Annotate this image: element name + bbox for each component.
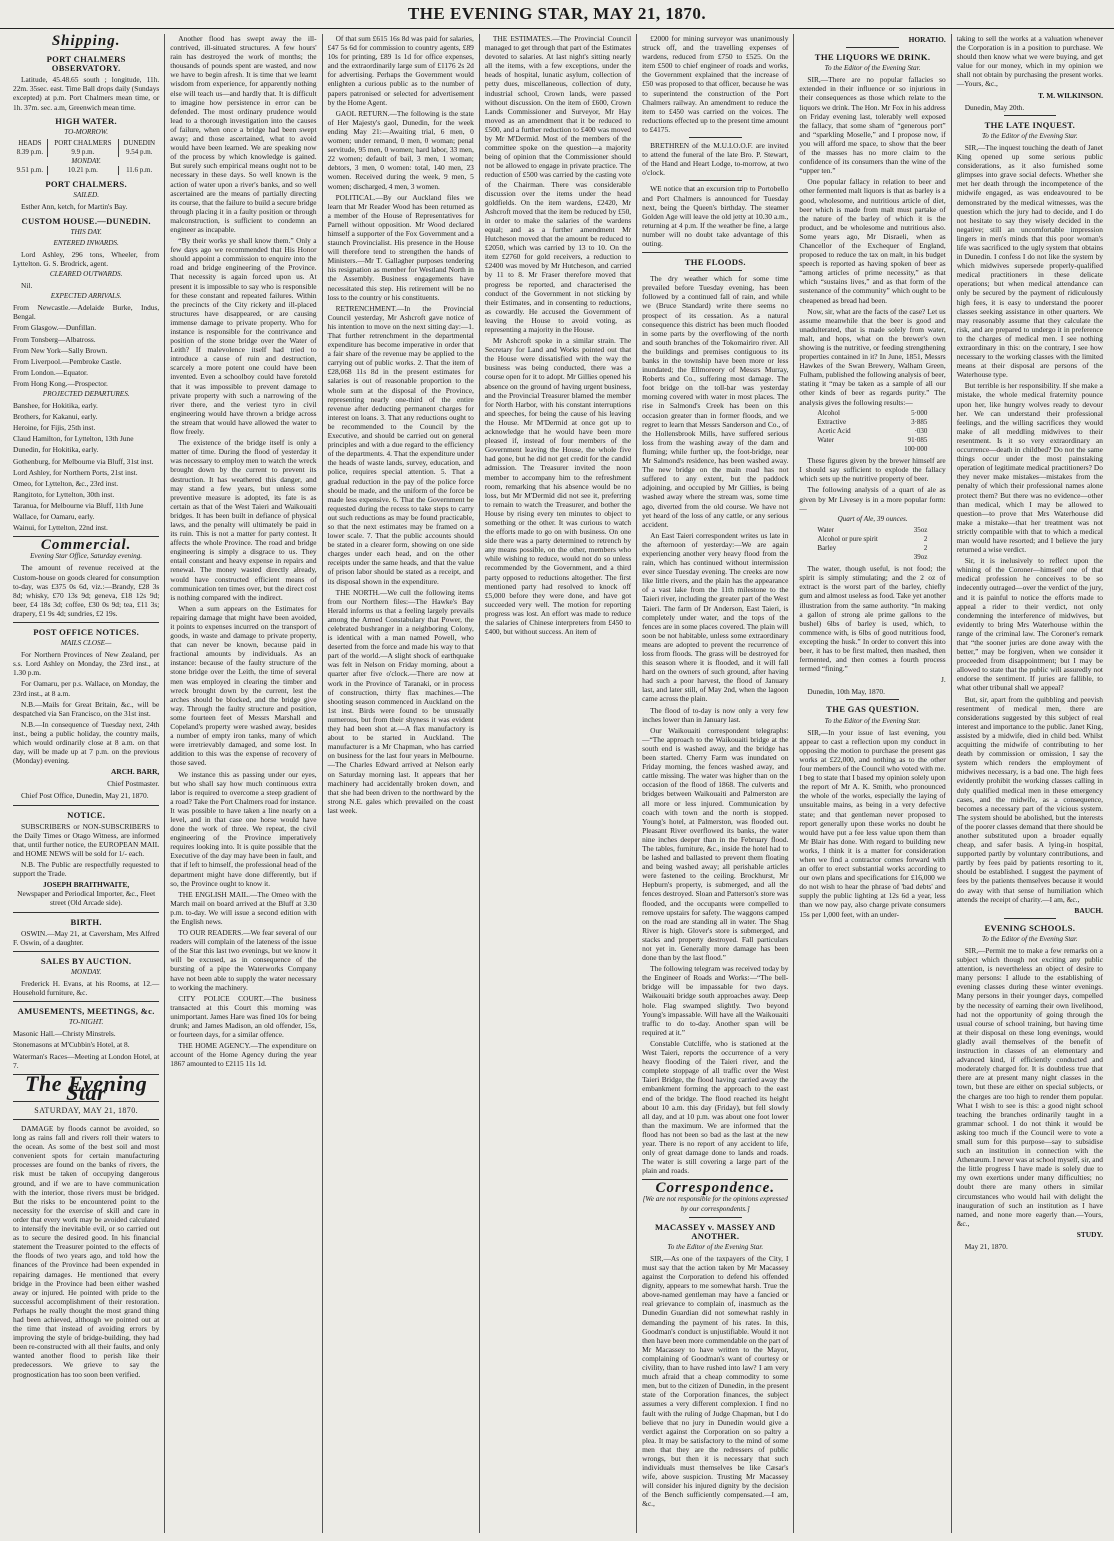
post-office-para: N.B.—In consequence of Tuesday next, 24th inst., being a public holiday, the country mails, which would ordinarily close at 8 a.m. on that day, will be made up at 7 p.m. on the previous (Monday) evening. xyxy=(13,719,160,766)
column-4 xyxy=(480,34,637,1533)
to-editor: To the Editor of the Evening Star. xyxy=(981,934,1078,943)
observatory-title: PORT CHALMERS OBSERVATORY. xyxy=(46,54,126,74)
observatory-text: Latitude, 45.48.65 south ; longitude, 11h. 22m. 35sec. east. Time Ball drops daily (Sundays excepted) at p.m. Port Chalmers mean time, or 1h. 37m. sec. a.m, Greenwich mean time. xyxy=(13,75,160,112)
columns xyxy=(8,34,1108,1533)
news-item: CITY POLICE COURT.—The business transacted at this Court this morning was unimportant. James Hare was fined 10s for being drunk; and James Madison, an old offender, 15s, or fourteen days, for a similar offence. xyxy=(170,993,317,1040)
post-office-role: Chief Postmaster. xyxy=(107,779,160,789)
leader-paragraph: DAMAGE by floods cannot be avoided, so long as rains fall and rivers roll their waters to the ocean. As some of the best soil and most convenient spots for certain manufacturing processes are found on the banks of rivers, the risk must be taken of occupying dangerous ground, and if we are to have communication with the interior, those rivers must be bridged. But the risks to be encountered point to the necessity for the exercise of skill and care in order that every work may be avoided calculated to intensify the inevitable evil, or so carried out as to secure the desired good. In his financial statement the Treasurer pointed to the effects of the floods of two years ago, and told how the finances of the Province had been expended in repairing damages. He mentioned that every bridge in the Province had been either washed away or injured. He pointed with pride to the successful accomplishment of their restoration. Perhaps he really thought the most grand thing had been achieved, although we pointed out at the time that instead of avoiding errors by improving the style of bridge-building, they had been re-constructed with all their faults, and only wanted another flood to perish like their predecessors. We grieve to say the prognostication has too soon been verified. xyxy=(13,1124,160,1379)
letter-date: Dunedin, 10th May, 1870. xyxy=(807,687,885,697)
tide-table xyxy=(13,139,159,175)
letter-signature: HORATIO. xyxy=(908,35,946,44)
analysis-label: Alcohol xyxy=(817,408,840,417)
analysis-total-row xyxy=(817,445,927,454)
divider xyxy=(13,1119,159,1120)
post-office-para: For Northern Provinces of New Zealand, per s.s. Lord Ashley on Monday, the 23rd inst., at 1.30 p.m. xyxy=(13,650,160,678)
nil-text: Nil. xyxy=(21,281,33,291)
divider xyxy=(689,1217,742,1218)
divider xyxy=(13,951,159,952)
correspondence-disclaimer: [We are not responsible for the opinions expressed by our correspondents.] xyxy=(642,1195,788,1213)
leader-paragraph: When a sum appears on the Estimates for repairing damage that might have been avoided, it points to expenses incurred on the transport of goods, in waste and damage to private property, that can never be known, because paid in fractional amounts by individuals. As an instance: because of the faulty structure of the stone bridge over the Leith, the time of several men was employed in clearing the timber and wreck brought down by the current, lest the arches should be blocked, and the bridge give way. Through the faulty structure and position, some fourteen feet of Messrs Marshall and Copeland's property were washed away, besides a number of empty iron tanks, many of which were irretrievably damaged, and some lost. In addition to this was the expense of recovery of those saved. xyxy=(170,603,317,768)
news-item: THE HOME AGENCY.—The expenditure on account of the Home Agency during the year 1867 amounted to £2115 11s 1d. xyxy=(170,1041,317,1069)
divider xyxy=(689,270,742,271)
leader-paragraph: The existence of the bridge itself is only a matter of time. During the flood of yesterday it was necessary to employ men to watch the wreck brought down by the current to prevent its destruction. It has weathered this danger, and may stand a few years, but unless some preventive measure is adopted, its fate is as certain as that of the West Taieri and Waikouaiti bridges. It has been built in defiance of physical laws, and the penalty will ultimately be paid in its ruin. This is not a matter for party contest. It affects the whole Province. The road and bridge engineering is simply a disgrace to us. They entail constant and heavy expense in repairs and renewal. The money wasted directly already, would have constructed efficient means of communication ten times over, but the direct cost is nothing compared with the indirect. xyxy=(170,438,317,602)
monday-label: MONDAY. xyxy=(71,157,101,166)
letter-text: SIR,—As one of the taxpayers of the City, I must say that the action taken by Mr Macassey against the Corporation to defend his offended dignity, appears to me somewhat harsh. True the above-named gentleman may have a fancied or real grievance to complain of, inasmuch as the Dunedin Guardian did not somewhat rashly in demanding the payment of his rates. In this, Goodman's conduct is unjustifiable. Would it not then have been more commendable on the part of Mr Macassey to have written to the Mayor, complaining of Goodman's want of courtesy or civility, than to have rushed into law? I am very much afraid that a cheap commodity to some men, but to the citizen of Dunedin, in the present state of the Corporation finances, the subject assumes a very different complexion. I find no fault with the ruling of Judge Chapman, but I do believe that no jury in Dunedin would give a verdict against the Corporation on so paltry a plea. It may be satisfactory to the mind of some men that they are the redressers of public wrongs, but then it is necessary that such individuals must themselves be like Cæsar's wife, above suspicion. Trusting Mr Macassey will consider his injured dignity by the decision of the Bench sufficiently compensated.—I am, &c., xyxy=(642,1253,789,1509)
list-item: Stonemasons at M'Cubbin's Hotel, at 8. xyxy=(13,1040,130,1050)
letter-text: The following analysis of a quart of ale as given by Mr Livesey is in a more popular form:— xyxy=(799,485,946,513)
news-item: BRETHREN of the M.U.I.O.O.F. are invited to attend the funeral of the late Bro. P. Stewart, of the Hand and Heart Lodge, to-morrow, at two o'clock. xyxy=(642,141,789,178)
analysis-total: 100·000 xyxy=(904,445,928,454)
list-item: From Liverpool.—Pembroke Castle. xyxy=(13,356,122,366)
divider xyxy=(846,47,899,48)
post-office-title: POST OFFICE NOTICES. xyxy=(33,626,140,637)
list-item: From Hong Kong.—Prospector. xyxy=(13,378,108,388)
commercial-office: Evening Star Office, Saturday evening. xyxy=(30,552,143,561)
sales-text: Frederick H. Evans, at his Rooms, at 12.—Household furniture, &c. xyxy=(13,978,160,998)
masthead: THE EVENING STAR, MAY 21, 1870. xyxy=(0,0,1114,29)
to-editor: To the Editor of the Evening Star. xyxy=(824,716,921,725)
list-item: Masonic Hall.—Christy Minstrels. xyxy=(13,1029,116,1039)
column-3 xyxy=(323,34,480,1533)
gas-title: THE GAS QUESTION. xyxy=(826,704,919,715)
list-item: Lord Ashley, for Northern Ports, 21st inst. xyxy=(13,467,138,477)
sales-title: SALES BY AUCTION. xyxy=(40,955,132,966)
letter-date: May 21, 1870. xyxy=(964,1242,1008,1251)
tide-monday-heads: 9.51 p.m. xyxy=(13,166,47,175)
analysis-value: ·030 xyxy=(914,426,928,435)
this-day-label: THIS DAY. xyxy=(70,227,102,236)
analysis-row xyxy=(817,436,927,445)
leader-paragraph: “By their works ye shall know them.” Only a few days ago we recommended that His Honor should appoint a commission to enquire into the road and bridge engineering of the Province. That necessity is again forced upon us. At present it is impossible to say who is responsible for these constant and repeated failures. Within the precincts of the City rickety and ill-placed structures have disappeared, or are causing immense damage to private property. Who for instance is responsible for the contrivance and position of the stone bridge over the Water of Leith? If malevolence itself had tried to introduce a cause of ruin and destruction, scarcely a more potent one could have been invented. Even a schoolboy could have foretold that it was impossible to prevent damage to private property with such a narrowing of the river there, and the veriest tyro in civil engineering would have thrown a bridge across the stream that would have allowed the water to flow freely. xyxy=(170,236,317,437)
list-item: Gothenburg, for Melbourne via Bluff, 31st inst. xyxy=(13,456,154,466)
news-item: THE ENGLISH MAIL.—The Omeo with the March mail on board arrived at the Bluff at 3.30 p.m. to-day. We will issue a second edition with the English news. xyxy=(170,889,317,926)
news-item: GAOL RETURN.—The following is the state of Her Majesty's gaol, Dunedin, for the week ending May 21:—Awaiting trial, 6 men, 0 women; under remand, 0 men, 0 woman; penal servitude, 95 men, 0 women; hard labor, 33 men, 22 women; default of bail, 3 men, 1 woman; debtors, 3 men, 0 women: total, 140 men, 23 women. Received during the week, 9 men, 5 women; discharged, 4 men, 3 women. xyxy=(327,108,474,191)
analysis-label: Barley xyxy=(817,543,837,552)
list-item: Dunedin, for Hokitika, early. xyxy=(13,445,99,455)
amusements-title: AMUSEMENTS, MEETINGS, &c. xyxy=(17,1006,155,1017)
list-item: From Glasgow.—Dunfillan. xyxy=(13,323,97,333)
letter-signature: J. xyxy=(940,675,946,685)
leader-paragraph: We instance this as passing under our eyes, but who shall say how much continuous extra labor is required to overcome a steep gradient of a road? Take the Port Chalmers road for instance. It was possible to have taken a line nearly on a level, and in that case one horse would have done the work of three. We repeat, the civil engineering of the Province imperatively requires looking into. It is quite possible that the Executive of the day may have been in fault, and that if left to himself, the professional head of the department might have done differently, but if so, the Province ought to know it. xyxy=(170,769,317,888)
analysis-label: Alcohol or pure spirit xyxy=(817,534,878,543)
entered-text: Lord Ashley, 296 tons, Wheeler, from Lyttelton. G. S. Brodrick, agent. xyxy=(13,249,160,268)
analysis-row xyxy=(817,418,927,427)
tide-tomorrow-port: 9.9 p.m. xyxy=(47,148,118,157)
expected-arrivals-label: EXPECTED ARRIVALS. xyxy=(50,292,122,301)
news-item: THE ESTIMATES.—The Provincial Council managed to get through that part of the Estimates devoted to salaries. At last night's sitting nearly all the items, with a few exceptions, under the heads of hospital, lunatic asylum, collection of petty dues, miscellaneous, collection of duty, industrial school, Crown lands, were passed without discussion. On the item of £600, Crown Lands Commissioner and Surveyor, Mr Hay moved as an amendment that it be reduced to £500, and a further reduction to £400 was moved by Mr M'Dermid. Most of the members of the committee spoke on the question—a majority being of opinion that the Commissioner should not be allowed to engage in private practice. The reduction of £500 was carried by the casting vote of the Chairman. There was considerable discussion over the items under the head goldfields. On the item wardens, £2420, Mr Ashcroft moved that the item be reduced by £50, in order to make the salaries of the wardens equal; and as a further amendment Mr Hutcheson moved that the amount be reduced to £2050, which was carried by 13 to 10. On the item £2760 for gold receivers, a reduction to £2400 was moved by Mr Hutcheson, and carried by 11 to 8. Mr Fraser therefore moved that progress be reported, and characterised the conduct of the Government in not sticking by their Estimates, and in consenting to reductions, as cowardly. He accused the Government of leaving the House to avoid voting, as representing a majority in the House. xyxy=(484,34,632,334)
list-item: Banshee, for Hokitika, early. xyxy=(13,401,98,411)
tide-tomorrow-dunedin: 9.54 p.m. xyxy=(125,147,153,156)
post-office-para: For Oamaru, per p.s. Wallace, on Monday, the 23rd inst., at 8 a.m. xyxy=(13,679,160,698)
high-water-title: HIGH WATER. xyxy=(55,115,117,126)
list-item: Rangitoto, for Lyttelton, 30th inst. xyxy=(13,489,115,499)
list-item: Brothers, for Kakanui, early. xyxy=(13,412,98,422)
news-item: £2000 for mining surveyor was unanimously struck off, and the travelling expenses of wardens, reduced from £750 to £525. On the item £500 to chief engineer of roads and works, the Government explained that the increase of £50 was proposed to that officer, because he was to superintend the construction of the Port Chalmers railway. An amendment to reduce the item to £450 was carried on the voices. The reductions effected up to the present time amount to £4175. xyxy=(642,34,789,134)
news-item: Of that sum £615 16s 8d was paid for salaries, £47 5s 6d for commission to country agents, £89 10s for printing, £89 1s 1d for office expenses, and the extraordinarily large sum of £1176 2s 2d for advertising. Perhaps the Government would enlighten a curious public as to the number of papers patronised or selected for advertisement by the Home Agent. xyxy=(327,34,474,107)
quart-title: Quart of Ale, 39 ounces. xyxy=(837,514,908,523)
analysis-value: 5·000 xyxy=(911,408,928,417)
analysis-row xyxy=(817,526,927,535)
nameplate: The Evening Star xyxy=(25,1070,148,1105)
news-item: Mr Ashcroft spoke in a similar strain. The Secretary for Land and Works pointed out that the House were dissatisfied with the way the business was being conducted, there was a course open for it to adopt. Mr Gillies opened his absence on the ground of having urgent business, and the Provincial Treasurer blamed the member for North Harbor, with his constant interruptions and speeches, for being the cause of his leaving the House. Mr M'Dermid at once got up to acknowledge that he would have been more pleased if, instead of four members of the Government leaving the House, the whole five had gone, but he did not get credit for the candid admission. The Treasurer invited the noon member to accompany him to the refreshment room, remarking that his absence would be no loss, but Mr M'Dermid did not see it, preferring to remain to watch the Treasurer, and bother the House by rising every ten minutes to object to something or the other. It was curious to watch the efforts made to go on with business. On one side there was a party determined to retrench by any means possible, on the other, members who while wishing to reduce, would not do so unless recommended by the Government, and a third party opposed to reductions altogether. The first mentioned party had resolved to knock off £5,000 before they were done, and have got succeeded very well. The motion for reporting progress was lost. An effort was made to reduce the salaries of Chinese interpreters from £450 to £400, but without success. An item of xyxy=(484,336,632,637)
list-item: Waterman's Races—Meeting at London Hotel, at 7. xyxy=(13,1051,160,1070)
analysis-label: Acetic Acid xyxy=(817,426,851,435)
commercial-text: The amount of revenue received at the Custom-house on goods cleared for consumption to-day, was £375 0s 6d, viz.:—Brandy, £28 3s 8d; whisky, £70 13s 9d; geneva, £18 12s 9d; beer, £4 18s 3d; coffee, £30 0s 9d; tea, £11 3s; drapery, £1 9s 4d; sundries, £2 19s. xyxy=(13,563,160,618)
floods-paragraph: Our Waikouaiti correspondent telegraphs:—“The approach to the Waikouaiti bridge at the south end is washed away, and the bridge has been started. Cherry Farm was inundated on Friday morning, the fences washed away, and cattle missing. The water was higher than on the occasion of the flood of 1868. The culverts and bridges between Waikouaiti and Palmerston are all more or less injured. Communication by coach with town and the north is stopped. Young's hotel, at Palmerston, was flooded out. Pleasant River overflowed its banks, the water nine inches deeper than in the February flood. The tables, furniture, &c., inside the hotel had to be lashed and ballasted to prevent them floating and being washed away; all perishable articles were fastened to the ceiling. Brockhurst, Mr Hepburn's property, is submerged, and all the fences destroyed. Sloan and Patterson's store was flooded, and the occupants were compelled to remove upstairs for safety. The waggons camped on the road are standing all in water. The Shag River is high. Glover's store is submerged, and stacks and property destroyed. Fall particulars not yet in. Generally more damage has been done than by the last flood.” xyxy=(642,725,789,963)
tide-col-port: PORT CHALMERS xyxy=(47,139,118,148)
port-title: PORT CHALMERS. xyxy=(45,179,127,190)
news-item: TO OUR READERS.—We fear several of our readers will complain of the lateness of the issue of the Star this last two evenings, but we know it will be excused, as in consequence of the bursting of a pipe the Waterworks Company have not been able to supply the water necessary to working the machinery. xyxy=(170,928,317,992)
analysis-value: 2 xyxy=(923,543,928,552)
divider xyxy=(13,622,159,623)
divider xyxy=(1004,918,1057,919)
tide-col-dunedin: DUNEDIN xyxy=(123,138,156,147)
letter-text: But, sir, apart from the quibbling and peevish resentment of medical men, there are considerations suggested by this subject of real interest and importance to the public. Janet King, assisted by a midwife, died in child bed. Whilst acquitting the midwife of contributing to her death by commission or omission, I say the system which renders the employment of midwives necessary, is a bad one. The high fees evidently prohibit the working classes calling in duly qualified medical men in these emergency cases, and the midwife, as a consequence, becomes a necessary part of the vicious system. The system should be abolished, but the interests of the poorer classes demand that there should be another substituted upon a broader equally cheap, and safer basis. A lying-in hospital, supported partly by voluntary contributions, and partly by fees paid by patients resorting to it, should be established. I suggest the payment of fees by the patients themselves because it would do away with that sense of humiliation which attends the receipt of charity.—I am, &c., xyxy=(956,694,1103,904)
post-office-place: Chief Post Office, Dunedin, May 21, 1870. xyxy=(21,791,149,801)
analysis-row xyxy=(817,427,927,436)
divider xyxy=(60,49,113,50)
divider xyxy=(689,180,742,181)
departures-list xyxy=(13,401,159,532)
floods-title: THE FLOODS. xyxy=(684,257,746,268)
analysis-row xyxy=(817,409,927,418)
sailed-label: SAILED. xyxy=(73,191,100,200)
news-item: RETRENCHMENT.—In the Provincial Council yesterday, Mr Ashcroft gave notice of his intention to move on the next sitting day:—1. That further retrenchment in the departmental expenditure has become imperative in order that a fair share of the revenue may be applied to the carrying out of public works. 2. That the item of £28,068 11s 8d in the present estimates for salaries is out of reasonable proportion to the whole sum at the disposal of the Province, representing nearly one-third of the entire revenue after deducting permanent charges for interest on loans. 3. That any reductions ought to be recommended to the Council by the Executive, and should be carried out on general principles and with a due regard to the efficiency of the departments. 4. That the expenditure under the heads of waste lands, survey, education, and police, requires special attention. 5. That a gradual reduction in the pay of the police force should be made, and the uniform of the force be made less expensive. 6. That the Government be requested during the recess to take steps to carry out such reductions as may be found practicable, so that the next estimates may be framed on a lower scale. 7. That the public accounts should be stated in a clearer form, showing on one side charges under each head, and on the other receipts under the same heads, and that the value of prison labor should be stated as a receipt, and its disposal shown in the expenditure. xyxy=(327,303,474,586)
to-editor: To the Editor of the Evening Star. xyxy=(824,64,921,73)
list-item: Omeo, for Lyttelton, &c., 23rd inst. xyxy=(13,478,119,488)
letter-text: Sir, it is inelusively to reflect upon the whining of the Coroner—himself one of that medical profession he conceives to be so indecently outraged—over the verdict of the jury, and it is painful to notice the efforts made to appeal a rider to their verdict, not only condemning the interference of midwives, but evidently to bring Mrs Waterhouse within the range of the criminal law. The Coroner's remark that “the sooner juries are done away with the better,” may be forgiven, when we consider it proceeded from disappointment; but I may be allowed to state that the public will assuredly not endorse the sentiment. If juries are fallible, to what other tribunal shall we appeal? xyxy=(956,556,1103,693)
analysis-value: 35oz xyxy=(913,525,928,534)
list-item: From London.—Equator. xyxy=(13,367,88,377)
column-1 xyxy=(8,34,165,1533)
list-item: Heroine, for Fijis, 25th inst. xyxy=(13,423,96,433)
post-office-para: N.B.—Mails for Great Britain, &c., will be despatched via San Francisco, on the 31st inst. xyxy=(13,699,160,718)
letter-text: SIR,—In your issue of last evening, you appear to cast a reflection upon my conduct in opposing the motion to purchase the present gas works at £22,000, and nothing as to the other four members of the Council who voted with me. I beg to state that I based my opinion solely upon the report of Mr A. K. Smith, who pronounced the whole of the works, especially the laying of unsuitable mains, as being in a very defective state; and that gentleman never proposed to report generally upon these works no doubt he would have put a fee less value upon them than Mr Blair has done. With regard to building new works, I think it is a matter for consideration when we find a contractor comes forward with an offer to erect substantial works according to our own plans and specifications for £16,000 we do not wish to hear the phrase of 'bad debts' and supply the public lighting at 12s 6d a year, less than we now pay, also charge private consumers 15s per 1,000 feet, with an under- xyxy=(799,727,946,919)
tide-tomorrow-heads: 8.39 p.m. xyxy=(13,148,47,157)
list-item: Taranua, for Melbourne via Bluff, 11th June xyxy=(13,500,144,510)
column-6 xyxy=(794,34,951,1533)
divider xyxy=(13,805,159,806)
letter-text: The water, though useful, is not food; the spirit is simply stimulating; and the 2 oz of extract is the worst part of the barley, chiefly gum and almost useless as food. Take yet another illustration from the same authority. “In making a gallon of strong ale prime gallons to the bushel) 6lbs of barley is used, which, to commence with, is 6lbs of good nutritious food, excepting the husk.” In order to convert this into beer, it has to be first malted, then mashed, then fermented, and then comes a fourth process termed “fining.” xyxy=(799,564,946,674)
list-item: Wallace, for Oamaru, early. xyxy=(13,512,95,522)
projected-departures-label: PROJECTED DEPARTURES. xyxy=(42,390,130,398)
entered-label: ENTERED INWARDS. xyxy=(53,238,119,247)
analysis-total-row xyxy=(817,553,927,562)
analysis-label: Water xyxy=(817,435,834,444)
letter-date: Dunedin, May 20th. xyxy=(964,102,1025,112)
list-item: From New York—Sally Brown. xyxy=(13,345,108,355)
beer-analysis xyxy=(817,409,945,454)
post-office-signature: ARCH. BARR, xyxy=(111,767,160,777)
letter-signature: BAUCH. xyxy=(1074,905,1103,915)
to-editor: To the Editor of the Evening Star. xyxy=(981,131,1078,140)
tide-monday-port: 10.21 p.m. xyxy=(47,166,118,175)
letter-text: But terrible is her responsibility. If she make a mistake, the whole medical fraternity pounce upon her, like hungry wolves ready to devour her. We can understand their professional feelings, and the willing sacrifices they would make of all meddling midwives to their resentment. Is it so very extraordinary an occurrence—death in childbed? Do not the same things occur under the most painstaking operation of legitimate medical practitioners? Do they never make mistakes—mistakes from the penalty of which their professional names alone protect them? But there was no evidence—other than medical, which I may be allowed to question—to prove that Mrs Waterhouse did make a mistake—that her treatment was not strictly compatible with that to which a medical man would have resorted; and I believe the jury returned a wise verdict. xyxy=(956,381,1103,555)
divider xyxy=(846,699,899,700)
shipping-title: Shipping. xyxy=(51,34,121,49)
news-item: WE notice that an excursion trip to Portobello and Port Chalmers is announced for Tuesday next, being the Queen's birthday. The steamer Golden Age will leave the old jetty at 10.30 a.m., returning at 4 p.m. If the weather be fine, a large number will no doubt take advantage of this outing. xyxy=(642,184,789,248)
to-editor: To the Editor of the Evening Star. xyxy=(667,1242,764,1251)
macassey-title: MACASSEY v. MASSEY AND ANOTHER. xyxy=(654,1221,776,1241)
customs-title: CUSTOM HOUSE.—DUNEDIN. xyxy=(21,215,151,226)
tomorrow-label: TO-MORROW. xyxy=(64,127,108,136)
floods-paragraph: An East Taieri correspondent writes us late in the afternoon of yesterday:—We are again experiencing another very heavy flood from the rain, which has continued without intermission ever since Tuesday evening. The creeks are now like little rivers, and the plain has the appearance of a vast lake from the 11th milestone to the Taieri river, including the greater part of the West Taieri. The farm of Dr Anderson, East Taieri, is completely under water, and the tops of the fences are in some places covered. The plain will soon be not habitable, unless some extraordinary means are adopted to prevent the recurrence of loss from floods. The grass will be destroyed for this season where it is flooded, and it will fall hard on the owners of such ground, after having had such a poor harvest, the flood of January last, and later still, of May 2nd, when the lagoon came across the plain. xyxy=(642,530,789,704)
sales-day: MONDAY. xyxy=(70,967,102,976)
tide-col-heads: HEADS xyxy=(13,139,47,148)
letter-text: SIR,—Permit me to make a few remarks on a subject which though not exciting any public attention, is nevertheless an object of desire to many persons: I allude to the establishing of evening classes during these winter evenings. Many persons in their younger days, compelled by the necessity of earning their own livelihood, had not the opportunity of going through the usual course of school training, but having time at their disposal on these long evenings, would gladly avail themselves of the benefit of instruction in classes of an elementary and advanced kind, if efficiently conducted and moderately charged for. It is doubtless true that there are at present many night classes in the town, but these are either on special subjects, or the charges are too high to render them popular. What I wish to see is this: a good night school teaching the branches ordinarily taught in a grammar school. I do not think it would be asking too much if the Council were to vote a small sum for this purpose—say to subsidise such an institution in connection with the Athenæum. I never was at school myself, sir, and the little progress I have made is solely due to my own exertions under many difficulties; no doubt there are many others in similar circumstances who would hail with delight the inauguration of such an institution as I have named, and none more eagerly than.—Yours, &c., xyxy=(956,946,1103,1228)
notice-nb: N.B. The Public are respectfully requested to support the Trade. xyxy=(13,860,160,879)
birth-text: OSWIN.—May 21, at Caversham, Mrs Alfred F. Oswin, of a daughter. xyxy=(13,928,160,947)
sailed-text: Esther Ann, ketch, for Martin's Bay. xyxy=(21,202,128,212)
schools-title: EVENING SCHOOLS. xyxy=(984,922,1076,933)
floods-paragraph: The flood of to-day is now only a very few inches lower than in January last. xyxy=(642,705,789,724)
divider xyxy=(689,137,742,138)
correspondence-title: Correspondence. xyxy=(655,1180,776,1197)
list-item: From Tonsberg—Albatross. xyxy=(13,334,96,344)
analysis-label: Water xyxy=(817,525,834,534)
tide-monday-dunedin: 11.6 p.m. xyxy=(126,166,153,175)
divider xyxy=(1004,115,1057,116)
divider xyxy=(13,1001,159,1002)
divider xyxy=(642,252,788,253)
notice-trade: Newspaper and Periodical Importer, &c., Fleet street (Old Arcade side). xyxy=(17,889,156,908)
notice-text: SUBSCRIBERS or NON-SUBSCRIBERS to the Daily Times or Otago Witness, are informed that, until further notice, the EUROPEAN MAIL and HOME NEWS will be sold for 1/- each. xyxy=(13,821,160,858)
letter-text: Now, sir, what are the facts of the case? Let us assume meanwhile that the beer is good and unadulterated, that is made solely from water, malt, and hops, what on the brewer's own showing is the nutritive, or feeding strengthening properties contained in it? In June, 1851, Messrs Hawkes of the Swan Brewery, Walham Green, Fulham, published the following analysis of beer, stating it “may be taken as a sample of all our other kinds of beer as regards purity.” The analysis gives the following results:— xyxy=(799,306,946,407)
letter-signature: T. M. WILKINSON. xyxy=(1038,90,1103,100)
news-item: THE NORTH.—We cull the following items from our Northern files:—The Hawke's Bay Herald informs us that a feeling largely prevails among the Armed Constabulary that Power, the celebrated bushranger in a neighboring Colony, is identical with a man named Powell, who deserted from the force and made his way to that part of the world.—A slight shock of earthquake was felt in Nelson on Friday morning, about a quarter after five o'clock.—There are now at work in the Province of Taranaki, or in process of construction, thirty flax machines.—The shooting season commenced in Auckland on the 1st inst. Birds were found to be unusually numerous, but from their shyness it was evident they had been shot at.—A flax manufactory is about to be started in Auckland. The manufacturer is a Mr Chapman, who has carried on business for the last four years in Melbourne.—The Charles Edward arrived at Nelson early on Saturday morning last. It appears that her machinery had accidentally broken down, and that she had been driven to the northward by the strong N.E. gales which prevailed on the coast last week. xyxy=(327,587,474,815)
notice-title: NOTICE. xyxy=(67,809,106,820)
letter-text: taking to sell the works at a valuation whenever the Corporation is in a position to purchase. We should then know what we were buying, and get value for our money, which in my opinion we shall not obtain by purchasing the present works.—Yours, &c., xyxy=(956,34,1103,89)
mails-close-label: MAILS CLOSE— xyxy=(60,639,112,648)
column-5 xyxy=(637,34,794,1533)
floods-paragraph: The following telegram was received today by the Engineer of Roads and Works:—“The bell-bridge will be impassable for two days. Waikouaiti bridge south approaches away. Deep hole. Flag swamped slightly. Two beyond Young's impassable. Will have all the Waikouaiti traffic to do to-day. Another span will be required at it.” xyxy=(642,964,789,1037)
letter-text: These figures given by the brewer himself are I should say sufficient to explode the fallacy which sets up the nutritive property of beer. xyxy=(799,456,946,484)
notice-name: JOSEPH BRAITHWAITE, xyxy=(43,880,130,890)
letter-signature: STUDY. xyxy=(1076,1229,1103,1239)
list-item: Claud Hamilton, for Lyttelton, 13th June xyxy=(13,434,134,444)
commercial-title: Commercial. xyxy=(40,537,132,554)
tonight-label: TO-NIGHT. xyxy=(69,1018,104,1027)
issue-date: SATURDAY, MAY 21, 1870. xyxy=(34,1105,139,1115)
news-item: POLITICAL.—By our Auckland files we learn that Mr Reader Wood has been returned as a member of the House of Representatives for Parnell without opposition. Mr Wood declared himself a supporter of the Fox Government and a staunch Provincialist. His presence in the House will therefore tend to strengthen the hands of Ministers.—Mr T. Gallagher purposes tendering his resignation as member for Westland North in the Assembly. Business engagements have necessitated this step. His retirement will be no loss to the country or his constituents. xyxy=(327,192,474,302)
analysis-value: 2 xyxy=(923,534,928,543)
floods-paragraph: The dry weather which for some time prevailed before Tuesday evening, has been followed by a continued fall of rain, and while we (Bruce Standard) write there seems no prospect of its cessation. As a natural consequence this district has been much flooded in some parts by the overflowing of the north and south branches of the Tokomairiro river. All the buildings and premises contiguous to its banks in the township have been more or less inundated; the Ellmoreory of Messrs Murray, Roberts and Co., suffering most damage. The foot bridge on the toll-bar was yesterday morning covered with water in most places. The rise in Salmond's Creek has been on this occasion greater than in former floods, and we regret to learn that Messrs Sanderson and Co., of the Hollensbrook Mills, have suffered serious loss from the washing away of the dam and fluming; while further up, the foot-bridge, near Mr Salmond's residence, has been washed away. The new bridge on the main road has not suffered to any extent, but the paddock adjoining, and occupied by Mr Gillies, is being washed away where the stream was, some time ago, diverted from the old course. We have not yet heard of the loss of any cattle, or any serious accident. xyxy=(642,274,789,529)
arrivals-list xyxy=(13,303,159,388)
letter-text: SIR,—The inquest touching the death of Janet King opened up some serious public considerations, as it also furnished some glimpses into grave social defects. Whether she met her death through the incompetence of the midwife engaged, as was endeavoured to be demonstrated by the medical witnesses, was the question which the jury had to decide, and I do not hesitate to say they wisely decided in the negative; still an uncomfortable impression lingers in men's minds that this poor woman's life was sacrificed to the ugly system that obtains in Dunedin. I confess I do not like the system by which midwives supersede properly-qualified medical practitioners in these delicate operations; but when medical attendance can only be secured by the payment of ridiculously high fees, it is easy to understand the poorer classes seeking assistance in other quarters. We may reasonably assume that they calculate the risk, and are prepared to undergo it in preference to the charges of medical men. I see nothing extraordinary in this: on the contrary, I see how necessary to the working classes with the limited means at their disposal are persons of the Waterhouse type. xyxy=(956,142,1103,380)
list-item: Wainui, for Lyttelton, 22nd inst. xyxy=(13,523,108,533)
analysis-value: 91·085 xyxy=(907,435,928,444)
birth-title: BIRTH. xyxy=(70,916,102,927)
leader-paragraph: Another flood has swept away the ill-contrived, ill-situated structures. A few hours' rain has destroyed the work of months; the thousands of pounds spent are wasted, and now we have to begin afresh. It is time that we learnt wisdom from experience, for apparently nothing else will teach us—and hardly that. It is difficult to imagine how persistence in error can be defended. The most ordinary prudence would lead to a thorough investigation into the causes of failure, when once a bridge had been swept away; and those ascertained, what to avoid would have been learned. We are speaking now of the process by which knowledge is gained. But surely such empirical means ought not to be necessary in these days. So well known is the action of water upon a river's banks, and so well ascertained are the means of partially directing its course, that the failure to build a secure bridge through placing it in a faulty position or through malconstruction, is sufficient to condemn an engineer as incapable. xyxy=(170,34,317,234)
cleared-label: CLEARED OUTWARDS. xyxy=(49,269,123,278)
analysis-label: Extractive xyxy=(817,417,847,426)
list-item: From Newcastle.—Adelaide Burke, Indus, Bengal. xyxy=(13,303,160,322)
divider xyxy=(13,912,159,913)
letter-text: One popular fallacy in relation to beer and other fermented malt liquors is that as barley is a good, wholesome, and nutritious article of diet, beer which is made from malt must partake of the nature of the barley of which it is the product, and be wholesome and nutritious also. Some years ago, Mr Disraeli, when as Chancellor of the Exchequer of England, proposed to reduce the tax on malt, in his budget speech is reported as having spoken of beer as “among articles of prime necessity,” as that which “sustains lives,” and as that form of the sustenance of the community” which ought to be cheapened as bread had been. xyxy=(799,177,946,305)
analysis-row xyxy=(817,535,927,544)
analysis-row xyxy=(817,544,927,553)
inquest-title: THE LATE INQUEST. xyxy=(984,119,1076,130)
column-7 xyxy=(952,34,1108,1533)
quart-analysis xyxy=(817,526,945,562)
letter-text: SIR,—There are no popular fallacies so extended in their influence or so injurious in their consequences as those which relate to the liquors we drink. The Hon. Mr Fox in his address on Friday evening last, tolerably well exposed the fallacy, that some sham of “generous port” and “sparkling Moselle,” and I propose now, if you will afford me space, to show that the beer of the masses has no more claim to the confidence of its consumers than the wine of the “upper ten.” xyxy=(799,75,946,176)
analysis-value: 3·885 xyxy=(911,417,928,426)
column-2 xyxy=(165,34,322,1533)
liquors-title: THE LIQUORS WE DRINK. xyxy=(814,52,931,63)
analysis-total: 39oz xyxy=(913,553,928,562)
floods-paragraph: Constable Cutcliffe, who is stationed at the West Taieri, reports the occurrence of a very heavy flooding of the Taieri river, and the complete stoppage of all traffic over the West Taieri Bridge, the flood having carried away the embankment forming the approach to the east end of the bridge. The flood reached its height about 10 a.m. this day (Friday), but fell slowly all day, and at 10 p.m. was about one foot lower than the maximum. We are informed that the flood has not been so bad as the last at the new year. There is no report of any accident to life, only of great damage done to lands and roads. The water is still covering a large part of the plain and roads. xyxy=(642,1038,789,1176)
